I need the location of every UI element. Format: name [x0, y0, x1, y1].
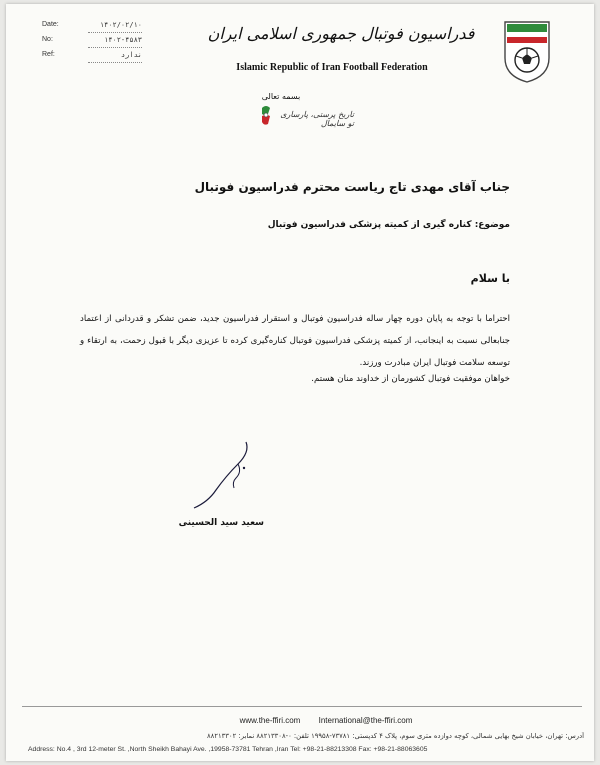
number-row [42, 33, 142, 48]
number-value: ۱۴۰۲-۴۵۸۳ [88, 33, 142, 48]
basmala: بسمه تعالی [261, 92, 301, 101]
subject-line: موضوع: کناره گیری از کمیته پزشکی فدراسیون فوتبال [267, 220, 510, 230]
closing-line: خواهان موفقیت فوتبال کشورمان از خداوند منان هستم. [311, 374, 510, 384]
date-value: ۱۴۰۲/۰۲/۱۰ [88, 18, 142, 33]
federation-logo-icon [502, 18, 552, 84]
letter-body: احتراما با توجه به پایان دوره چهار ساله فدراسیون فوتبال و استقرار فدراسیون جدید، ضمن تشکر و قدردانی از اعتماد جنابعالی نسبت به اینجانب، از کمیته پزشکی فدراسیون فوتبال کناره‌گیری کرده تا عزیزی دیگر با قبول زحمت، به ارتقاء و توسعه سلامت فوتبال ایران مبادرت ورزند. [80, 314, 510, 368]
letter-sheet [6, 4, 594, 761]
federation-title-en: Islamic Republic of Iran Football Federation [236, 62, 428, 73]
number-label: No: [42, 36, 53, 43]
addressee: جناب آقای مهدی تاج ریاست محترم فدراسیون فوتبال [194, 180, 510, 194]
website-link[interactable]: www.the-ffiri.com [239, 716, 301, 725]
email-link[interactable]: International@the-ffiri.com [318, 716, 413, 725]
footer-address-en: Address: No.4 , 3rd 12-meter St. ,North Sheikh Bahayi Ave. ,19958-73781 Tehran ,Iran Tel: +98-21-88213308 Fax: +98-21-88063605 [28, 746, 428, 753]
footer-address-fa: آدرس: تهران، خیابان شیخ بهایی شمالی، کوچه دوازده متری سوم، پلاک ۴ کدپستی: ۷۳۷۸۱-۱۹۹۵۸ تلفن: ۰-۸۸۲۱۳۳۰۸ نمابر: ۸۸۲۱۳۳۰۲ [207, 732, 584, 740]
federation-title-fa: فدراسیون فوتبال جمهوری اسلامی ایران [207, 24, 475, 43]
salutation: با سلام [470, 272, 510, 285]
attachment-row [42, 48, 142, 63]
date-row [42, 18, 142, 33]
footer-contacts [196, 716, 456, 725]
signer-name: سعید سید الحسینی [178, 518, 264, 528]
emblem-caption: تاریخ پرستی، پارساری تو سایمال [280, 110, 354, 128]
attachment-value: ندارد [88, 48, 142, 63]
handwritten-signature [186, 438, 266, 514]
footer-divider [22, 706, 582, 707]
letter-meta [42, 18, 142, 63]
ref-label: Ref: [42, 51, 55, 58]
date-label: Date: [42, 21, 59, 28]
